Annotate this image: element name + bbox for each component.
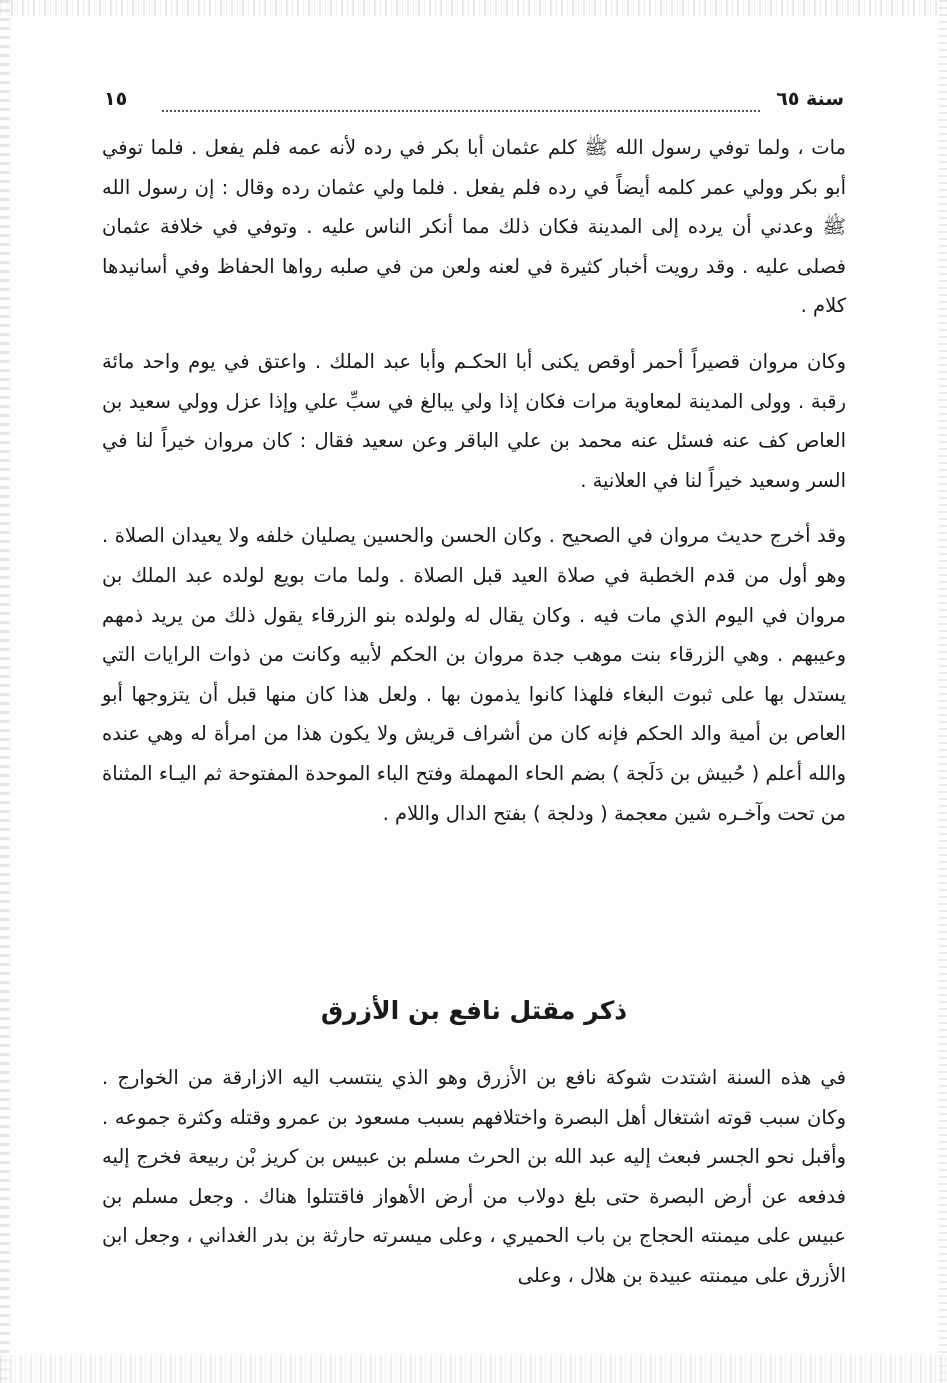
page-header xyxy=(104,88,844,118)
paragraph-2: وكان مروان قصيراً أحمر أوقص يكنى أبا الحكـم وأبا عبد الملك . واعتق في يوم واحد مائة رقبة . وولى المدينة لمعاوية مرات فكان إذا ولي يبالغ في سبِّ علي وإذا عزل وولي سعيد بن العاص كف عنه فسئل عنه محمد بن علي الباقر وعن سعيد فقال : كان مروان خيراً لنا في السر وسعيد خيراً لنا في العلانية . xyxy=(102,349,846,492)
paragraph-1: مات ، ولما توفي رسول الله ﷺ كلم عثمان أبا بكر في رده لأنه عمه فلم يفعل . فلما توفي أبو بكر وولي عمر كلمه أيضاً في رده فلم يفعل . فلما ولي عثمان رده وقال : إن رسول الله ﷺ وعدني أن يرده إلى المدينة فكان ذلك مما أنكر الناس عليه . وتوفي في خلافة عثمان فصلى عليه . وقد رويت أخبار كثيرة في لعنه ولعن من في صلبه رواها الحفاظ وفي أسانيدها كلام . xyxy=(102,136,846,318)
running-head: سنة ٦٥ xyxy=(776,88,844,110)
section-paragraph: في هذه السنة اشتدت شوكة نافع بن الأزرق وهو الذي ينتسب اليه الازارقة من الخوارج . وكان سبب قوته اشتغال أهل البصرة واختلافهم بسبب مسعود بن عمرو وقتله وكثرة جموعه . وأقبل نحو الجسر فبعث إليه عبد الله بن الحرث مسلم بن عبيس بن كريز بْن ربيعة فخرج إليه فدفعه عن أرض البصرة حتى بلغ دولاب من أرض الأهواز فاقتتلوا هناك . وجعل مسلم بن عبيس على ميمنته الحجاج بن باب الحميري ، وعلى ميسرته حارثة بن بدر الغداني ، وجعل ابن الأزرق على ميمنته عبيدة بن هلال ، وعلى xyxy=(102,1066,846,1287)
paragraph-3: وقد أخرج حديث مروان في الصحيح . وكان الحسن والحسين يصليان خلفه ولا يعيدان الصلاة . وهو أول من قدم الخطبة في صلاة العيد قبل الصلاة . ولما مات بويع لولده عبد الملك بن مروان في اليوم الذي مات فيه . وكان يقال له ولولده بنو الزرقاء يقول ذلك من يريد ذمهم وعيبهم . وهي الزرقاء بنت موهب جدة مروان بن الحكم لأبيه وكانت من ذوات الرايات التي يستدل بها على ثبوت البغاء فلهذا كانوا يذمون بها . ولعل هذا كان منها قبل أن يتزوجها أبو العاص بن أمية والد الحكم فإنه كان من أشراف قريش ولا يكون هذا من امرأة له وهي عنده والله أعلم ( حُبيش بن دَلَجة ) بضم الحاء المهملة وفتح الباء الموحدة المفتوحة ثم اليـاء المثناة من تحت وآخـره شين معجمة ( ودلجة ) بفتح الدال واللام . xyxy=(102,524,846,825)
main-text xyxy=(102,128,846,833)
section-title: ذكر مقتل نافع بن الأزرق xyxy=(320,996,628,1025)
section-text xyxy=(102,1058,846,1296)
scan-edge-bottom xyxy=(0,1355,947,1383)
scan-edge-left xyxy=(0,0,10,1383)
header-dotted-rule xyxy=(162,110,760,112)
page-number: ١٥ xyxy=(104,88,128,110)
scan-edge-top xyxy=(0,0,947,16)
scan-edge-right xyxy=(939,0,947,1383)
